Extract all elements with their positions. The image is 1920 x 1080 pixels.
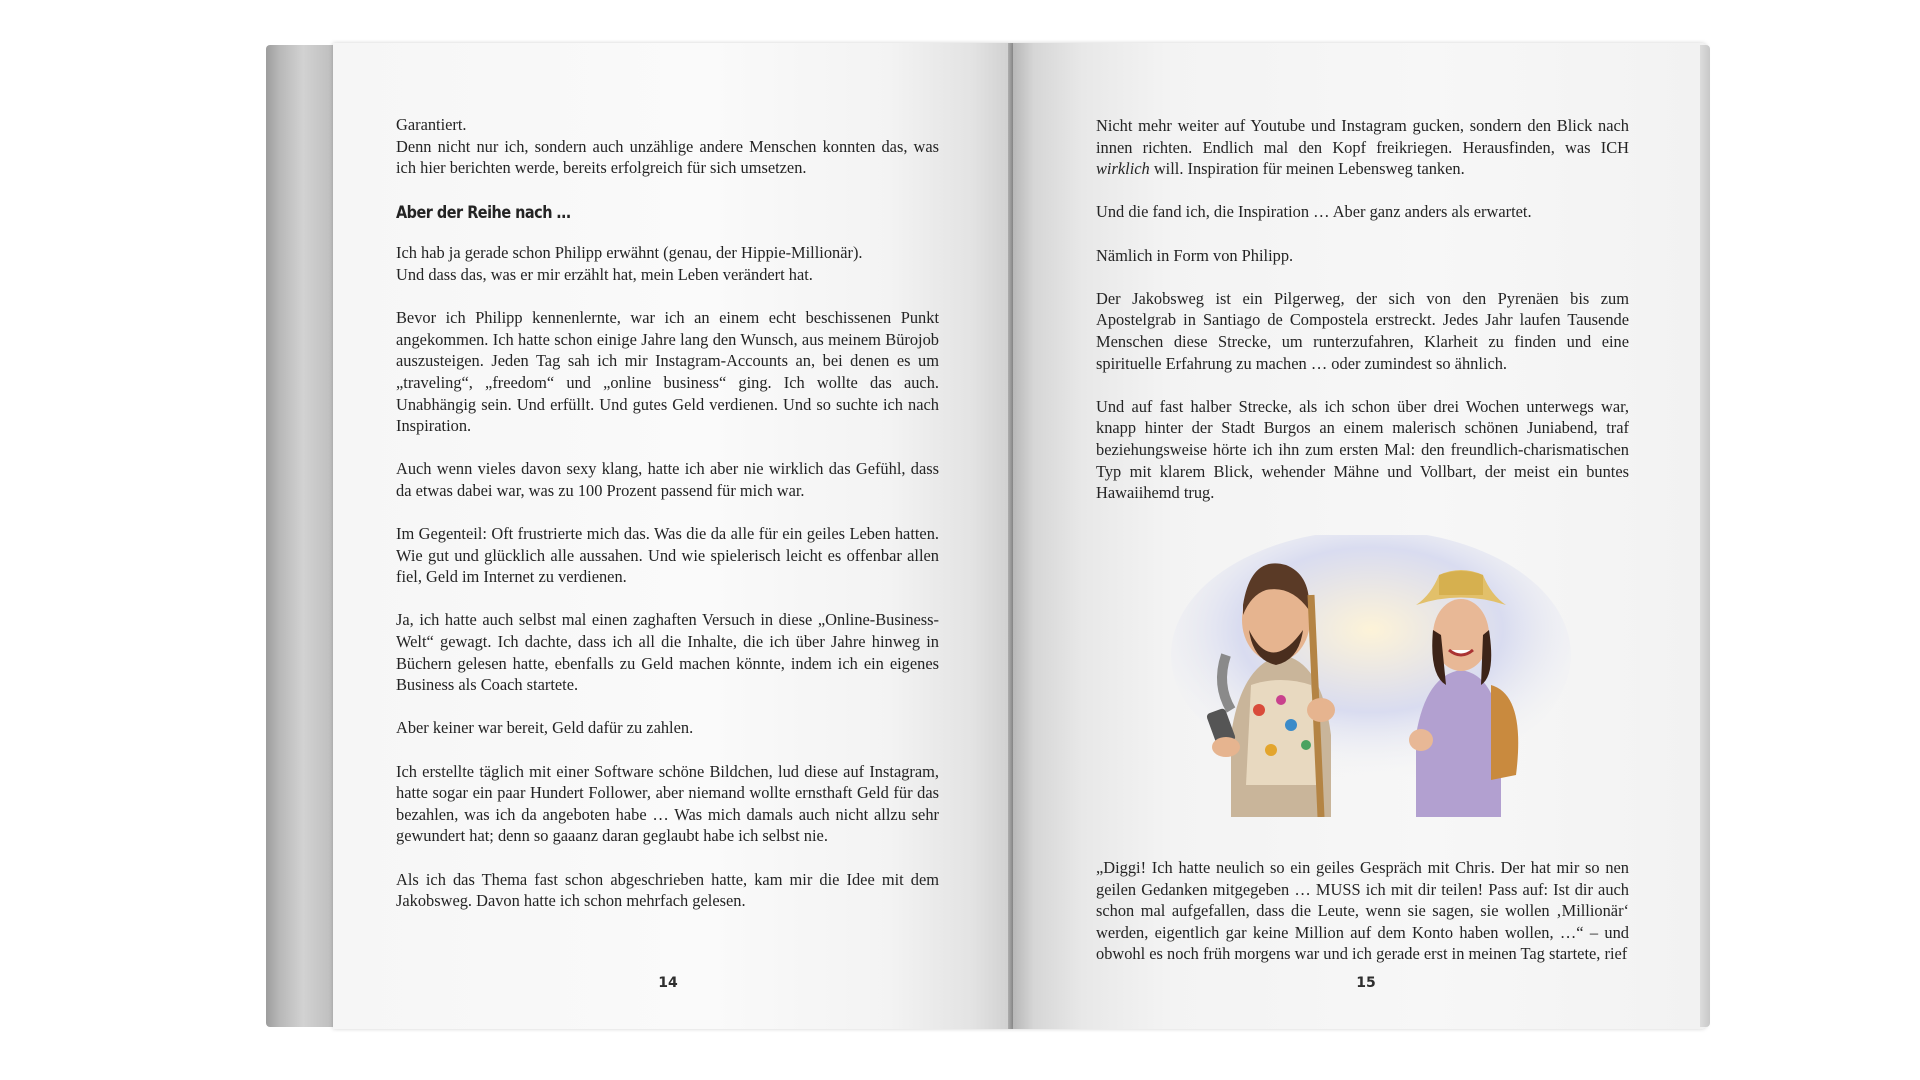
paragraph: Aber keiner war bereit, Geld dafür zu zahlen. [396,718,694,738]
paragraph: Im Gegenteil: Oft frustrierte mich das. Was die da alle für ein geiles Leben hatten. Wie gut und glücklich alle aussahen. Und wie spielerisch leicht es offenbar allen fiel, Geld im Internet zu verdienen. [396,524,939,587]
paragraph: Nämlich in Form von Philipp. [1096,245,1294,265]
paragraph: Der Jakobsweg ist ein Pilgerweg, der sich von den Pyrenäen bis zum Apostelgrab in Santiago de Compostela erstreckt. Jedes Jahr laufen Tausende Menschen diese Strecke, um runterzufahren, Klarheit zu finden und eine spirituelle Erfahrung zu machen … oder zumindest so ähnlich. [1096,288,1629,373]
left-page [333,43,1013,1029]
paragraph: Und dass das, was er mir erzählt hat, mein Leben verändert hat. [396,264,813,284]
left-page-text [396,114,939,933]
paragraph: „Diggi! Ich hatte neulich so ein geiles Gespräch mit Chris. Der hat mir so nen geilen Gedanken mitgegeben … MUSS ich mit dir teilen! Pass auf: Ist dir auch schon mal aufgefallen, dass die Leute, wenn sie sagen, sie wollen ‚Millionär‘ werden, eigentlich gar keine Million auf dem Konto haben wollen, …“ – und obwohl es noch früh morgens war und ich gerade erst in meinen Tag startete, rief [1096,858,1629,964]
paragraph: Bevor ich Philipp kennenlernte, war ich an einem echt beschissenen Punkt angekommen. Ich hatte schon einige Jahre lang den Wunsch, aus meinem Bürojob auszusteigen. Jeden Tag sah ich mir Instagram-Accounts an, bei denen es um „traveling“, „freedom“ und „online business“ ging. Ich wollte das auch. Unabhängig sein. Und erfüllt. Und gutes Geld verdienen. Und so suchte ich nach Inspiration. [396,308,939,436]
right-page-text [1096,115,1629,525]
paragraph: Ich erstellte täglich mit einer Software schöne Bildchen, lud diese auf Instagram, hatte sogar ein paar Hundert Follower, aber niemand wollte ernsthaft Geld für das bezahlen, was ich da angeboten habe … Was mich damals auch nicht allzu sehr gewundert hat; denn so gaaanz daran geglaubt habe ich selbst nie. [396,761,939,846]
section-heading: Aber der Reihe nach … [396,202,571,223]
page-stack-right [1700,45,1710,1027]
paragraph: Auch wenn vieles davon sexy klang, hatte ich aber nie wirklich das Gefühl, dass da etwas dabei war, was zu 100 Prozent passend für mich war. [396,459,939,500]
paragraph: Nicht mehr weiter auf Youtube und Instagram gucken, sondern den Blick nach innen richten. Endlich mal den Kopf freikriegen. Herausfinden, was ICH wirklich will. Inspiration für meinen Lebensweg tanken. [1096,116,1629,179]
page-number-right: 15 [1356,975,1376,991]
hikers-illustration [1171,535,1571,817]
page-stack-left [266,45,334,1027]
paragraph: Und auf fast halber Strecke, als ich schon über drei Wochen unterwegs war, knapp hinter der Stadt Burgos an einem malerisch schönen Juniabend, traf beziehungsweise hörte ich ihn zum ersten Mal: den freundlich-charismatischen Typ mit klarem Blick, wehender Mähne und Vollbart, der meist ein buntes Hawaiihemd trug. [1096,396,1629,503]
emphasis: wirklich [1096,159,1150,179]
paragraph: Als ich das Thema fast schon abgeschrieben hatte, kam mir die Idee mit dem Jakobsweg. Davon hatte ich schon mehrfach gelesen. [396,869,939,911]
paragraph: Und die fand ich, die Inspiration … Aber ganz anders als erwartet. [1096,202,1532,222]
paragraph: Garantiert. [396,115,467,134]
paragraph: Ich hab ja gerade schon Philipp erwähnt (genau, der Hippie-Millionär). [396,243,863,263]
page-number-left: 14 [658,975,678,991]
right-page [1013,43,1707,1029]
paragraph: Ja, ich hatte auch selbst mal einen zaghaften Versuch in diese „Online-Business-Welt“ gewagt. Ich dachte, dass ich all die Inhalte, die ich über Jahre hinweg in Büchern gelesen hatte, ebenfalls zu Geld machen könnte, indem ich ein eigenes Business als Coach startete. [396,610,939,695]
right-page-text-after-image [1096,857,1629,965]
paragraph: Denn nicht nur ich, sondern auch unzählige andere Menschen konnten das, was ich hier berichten werde, bereits erfolgreich für sich umsetzen. [396,136,939,178]
